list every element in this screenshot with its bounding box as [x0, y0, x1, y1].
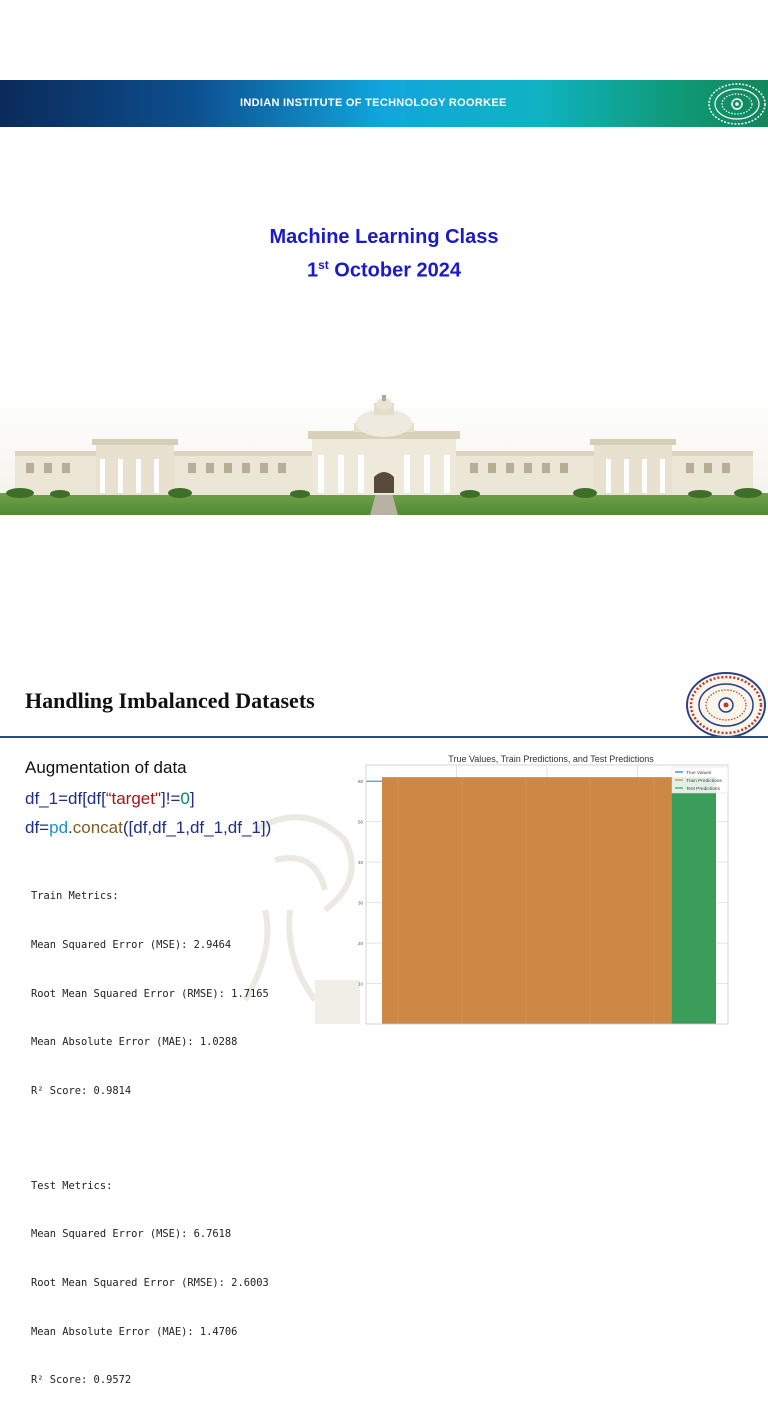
title-divider	[0, 736, 768, 738]
code-text: df_1=df[df[	[25, 789, 106, 808]
metric-line: Root Mean Squared Error (RMSE): 1.7165	[31, 987, 269, 1000]
metric-line: Root Mean Squared Error (RMSE): 2.6003	[31, 1277, 269, 1290]
predictions-chart-svg	[352, 750, 732, 1024]
y-tick-label: 10	[357, 981, 363, 987]
code-text: ]	[189, 789, 195, 808]
y-tick-label: 20	[357, 941, 363, 947]
code-text: .	[68, 818, 73, 837]
code-text: df=	[25, 818, 50, 837]
series-area-test-predictions	[672, 777, 716, 1024]
iit-roorkee-logo-icon	[702, 82, 766, 126]
metric-line: Mean Squared Error (MSE): 2.9464	[31, 939, 232, 952]
slide-title: Handling Imbalanced Datasets	[25, 688, 315, 713]
metric-line: Mean Absolute Error (MAE): 1.4706	[31, 1325, 238, 1338]
legend-label: True Values	[686, 770, 712, 776]
code-module: pd	[49, 818, 69, 837]
metrics-output	[31, 856, 269, 1405]
y-tick-label: 50	[357, 819, 363, 825]
code-text: ]!=	[161, 789, 181, 808]
code-text: ([df,df_1,df_1,df_1])	[122, 818, 272, 837]
class-date	[0, 258, 768, 283]
date-rest: October 2024	[328, 259, 462, 282]
code-line-filter	[25, 789, 195, 809]
predictions-chart	[352, 750, 732, 1024]
metric-line: Mean Absolute Error (MAE): 1.0288	[31, 1036, 238, 1049]
y-tick-label: 40	[357, 860, 363, 866]
test-metrics-header: Test Metrics:	[31, 1179, 113, 1192]
chart-title: True Values, Train Predictions, and Test Predictions	[448, 754, 654, 764]
header-banner	[0, 80, 768, 127]
iit-roorkee-seal-icon	[684, 670, 768, 740]
metric-line: Mean Squared Error (MSE): 6.7618	[31, 1228, 232, 1241]
code-line-concat	[25, 818, 271, 838]
class-title: Machine Learning Class	[269, 226, 499, 248]
code-function: concat	[72, 818, 123, 837]
code-string: “target"	[105, 789, 161, 808]
date-suffix: st	[318, 258, 329, 272]
metric-line: R² Score: 0.9814	[31, 1084, 132, 1097]
series-area-train-predictions	[382, 777, 672, 1024]
y-tick-label: 30	[357, 900, 363, 906]
legend-label: Train Predictions	[686, 778, 722, 784]
main-building-image	[0, 393, 768, 515]
banner-title: INDIAN INSTITUTE OF TECHNOLOGY ROORKEE	[240, 97, 507, 109]
metric-line: R² Score: 0.9572	[31, 1374, 132, 1387]
legend-label: Test Predictions	[686, 786, 720, 792]
code-number: 0	[180, 789, 190, 808]
augmentation-heading: Augmentation of data	[25, 758, 187, 777]
metrics-gap	[31, 1131, 269, 1145]
y-tick-label: 60	[357, 779, 363, 785]
train-metrics-header: Train Metrics:	[31, 890, 119, 903]
date-day: 1	[306, 259, 319, 282]
